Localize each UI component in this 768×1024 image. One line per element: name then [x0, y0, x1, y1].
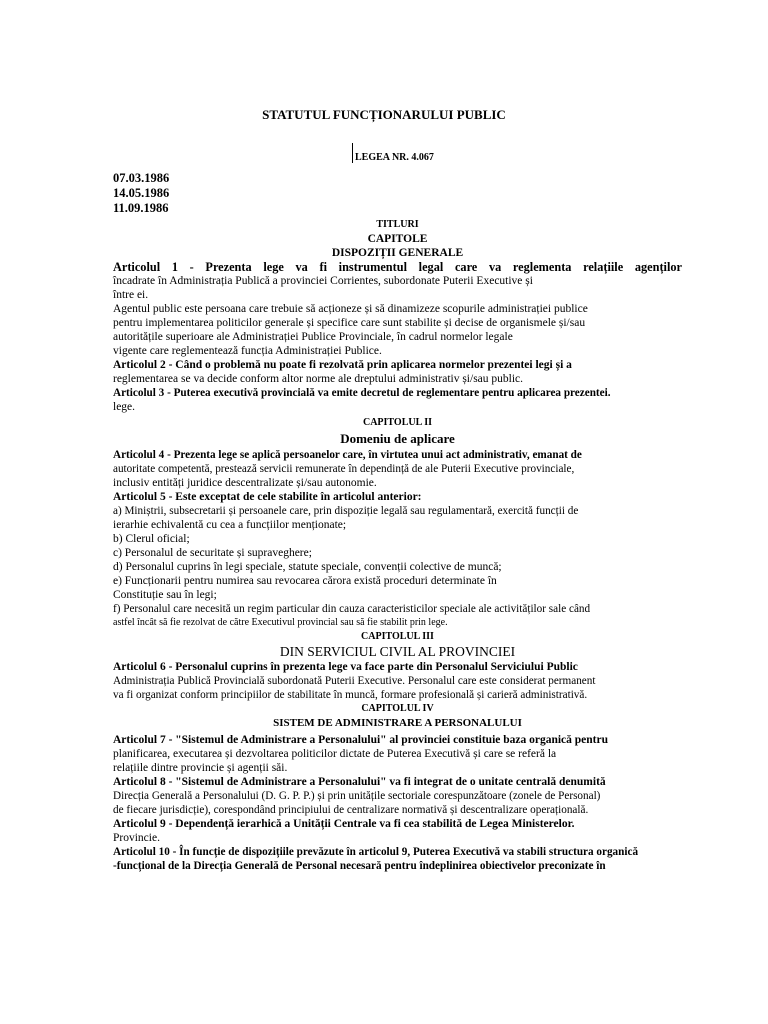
article-lead: Articolul 6 - Personalul cuprins în prezenta lege va face parte din Personalul Serviciului Public [113, 661, 578, 673]
date-item: 11.09.1986 [113, 201, 169, 215]
article-lead: Articolul 5 - Este exceptat de cele stabilite în articolul anterior: [113, 491, 422, 503]
article-lead: Articolul 10 - În funcție de dispozițiile prevăzute în articolul 9, Puterea Executivă va stabili structura organică [113, 846, 639, 858]
heading-serviciu-civil: DIN SERVICIUL CIVIL AL PROVINCIEI [279, 644, 516, 659]
date-item: 07.03.1986 [113, 171, 170, 185]
document-title: STATUTUL FUNCȚIONARULUI PUBLIC [262, 107, 506, 122]
article-line: încadrate în Administrația Publică a provinciei Corrientes, subordonate Puterii Executive și [113, 275, 533, 287]
heading-chapter-3: CAPITOLUL III [361, 631, 434, 642]
heading-capitole: CAPITOLE [367, 233, 428, 245]
article-line: de fiecare jurisdicție), corespondând principiului de centralizare normativă și descentralizare operațională. [113, 804, 589, 816]
article-10 [113, 845, 682, 873]
list-item: Constituție sau în legi; [113, 589, 217, 601]
article-2 [113, 358, 682, 386]
article-line: autoritățile superioare ale Administrației Publice Provinciale, în cadrul normelor legale [113, 331, 513, 343]
article-line: Agentul public este persoana care trebuie să acționeze și să dinamizeze scopurile administrației publice [113, 303, 588, 315]
law-number: LEGEA NR. 4.067 [352, 143, 434, 163]
article-line: între ei. [113, 289, 149, 301]
article-line: Provincie. [113, 832, 160, 844]
article-line: pentru implementarea politicilor generale și specifice care sunt stabilite și decise de organismele și/sau [113, 317, 586, 329]
list-item: c) Personalul de securitate și supraveghere; [113, 547, 312, 559]
list-item: e) Funcționarii pentru numirea sau revocarea cărora există proceduri determinate în [113, 575, 497, 587]
heading-chapter-4: CAPITOLUL IV [361, 703, 434, 714]
heading-dispozitii-generale: DISPOZIȚII GENERALE [331, 247, 464, 259]
article-lead: Articolul 9 - Dependență ierarhică a Unității Centrale va fi cea stabilită de Legea Ministerelor. [113, 818, 575, 830]
document-body [113, 218, 682, 873]
article-line: -funcțional de la Direcția Generală de Personal necesară pentru îndeplinirea obiectivelor preconizate în [113, 860, 606, 872]
article-lead: Articolul 4 - Prezenta lege se aplică persoanelor care, în virtutea unui act administrativ, emanat de [113, 449, 582, 461]
article-7 [113, 733, 682, 775]
list-item: d) Personalul cuprins în legi speciale, statute speciale, convenții colective de muncă; [113, 561, 502, 573]
heading-titluri: TITLURI [376, 219, 419, 230]
list-item: a) Miniștrii, subsecretarii și persoanele care, prin dispoziție legală sau regulamentară, exercită funcții de [113, 505, 579, 517]
article-5 [113, 490, 682, 630]
list-item: astfel încât să fie rezolvat de către Executivul provincial sau să fie stabilit prin lege. [113, 617, 448, 628]
article-4 [113, 448, 682, 490]
list-item: b) Clerul oficial; [113, 533, 190, 545]
article-line: Administrația Publică Provincială subordonată Puterii Executive. Personalul care este considerat permanent [113, 675, 596, 687]
heading-sistem-administrare: SISTEM DE ADMINISTRARE A PERSONALULUI [273, 717, 522, 729]
article-3 [113, 386, 682, 414]
heading-domeniu: Domeniu de aplicare [340, 431, 455, 446]
article-line: va fi organizat conform principiilor de stabilitate în muncă, formare profesională și carieră administrativă. [113, 689, 588, 701]
article-line: planificarea, executarea și dezvoltarea politicilor dictate de Puterea Executivă și care se referă la [113, 748, 557, 760]
article-lead: Articolul 8 - "Sistemul de Administrare a Personalului" va fi integrat de o unitate centrală denumită [113, 776, 606, 788]
heading-chapter-2: CAPITOLUL II [362, 417, 432, 428]
date-item: 14.05.1986 [113, 186, 170, 200]
list-item: ierarhie echivalentă cu cea a funcțiilor menționate; [113, 519, 347, 531]
article-9 [113, 817, 682, 845]
date-list [113, 171, 169, 216]
article-line: inclusiv entități juridice descentralizate și/sau autonomie. [113, 477, 377, 489]
article-lead: Articolul 2 - Când o problemă nu poate fi rezolvată prin aplicarea normelor prezentei legi și a [113, 359, 572, 371]
article-1 [113, 260, 682, 358]
article-line: reglementarea se va decide conform altor norme ale dreptului administrativ și/sau public. [113, 373, 524, 385]
article-line: Direcția Generală a Personalului (D. G. P. P.) și prin unitățile sectoriale corespunzătoare (zonele de Personal) [113, 790, 601, 802]
article-line: lege. [113, 401, 136, 413]
list-item: f) Personalul care necesită un regim particular din cauza caracteristicilor speciale ale activităților sale când [113, 603, 591, 615]
article-line: vigente care reglementează funcția Administrației Publice. [113, 345, 382, 357]
article-lead: Articolul 3 - Puterea executivă provincială va emite decretul de reglementare pentru aplicarea prezentei. [113, 387, 611, 399]
article-6 [113, 660, 682, 702]
article-lead: Articolul 7 - "Sistemul de Administrare a Personalului" al provinciei constituie baza organică pentru [113, 734, 609, 746]
article-line: relațiile dintre provincie și agenții săi. [113, 762, 288, 774]
article-8 [113, 775, 682, 817]
article-line: autoritate competentă, prestează servicii remunerate în dependință de ale Puterii Executive provinciale, [113, 463, 575, 475]
article-lead: Articolul 1 - Prezenta lege va fi instrumentul legal care va reglementa relațiile agenților [113, 260, 682, 274]
